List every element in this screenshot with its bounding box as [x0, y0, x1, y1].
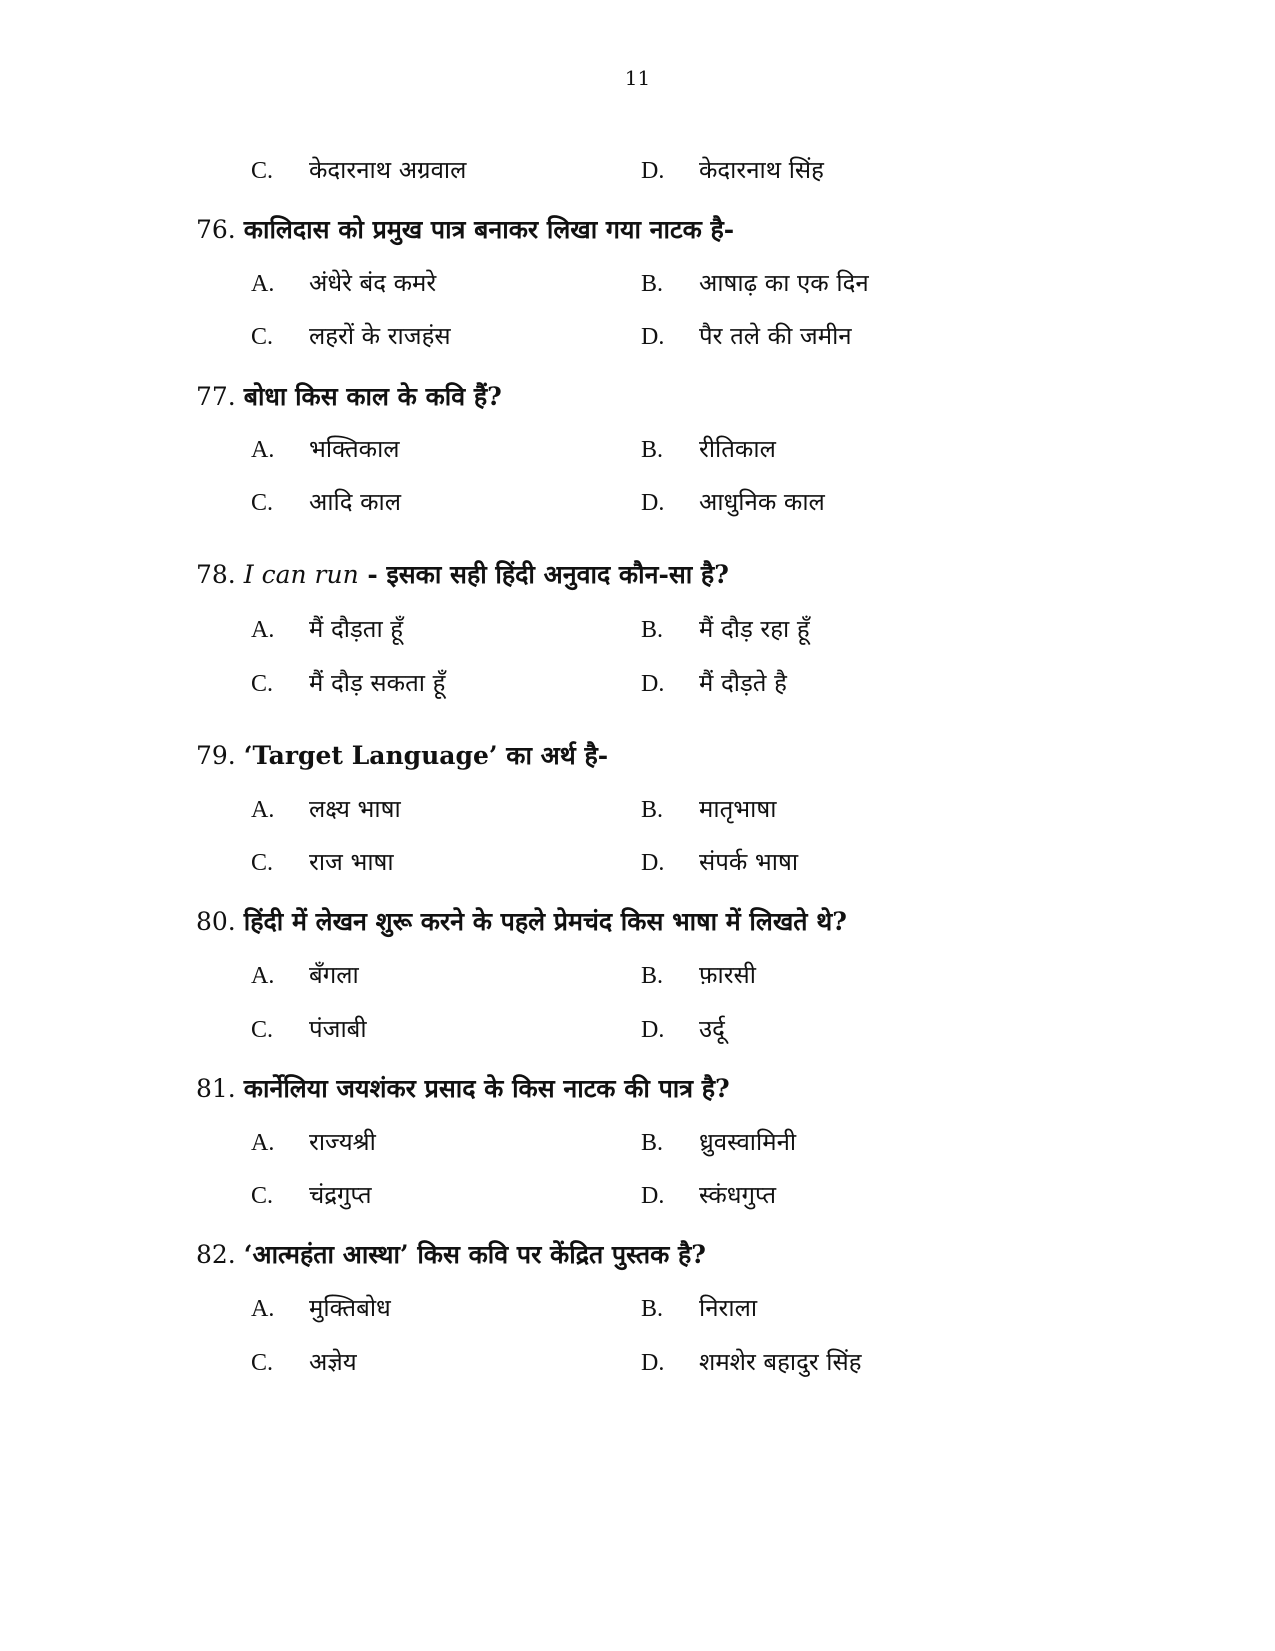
option-text: पैर तले की जमीन — [699, 322, 852, 350]
question-81-option-c[interactable] — [251, 1178, 372, 1211]
question-text: - इसका सही हिंदी अनुवाद कौन-सा है? — [358, 560, 729, 589]
question-text: ‘Target Language’ का अर्थ है- — [243, 741, 609, 770]
option-text: ध्रुवस्वामिनी — [699, 1128, 797, 1156]
question-82-option-d[interactable] — [641, 1345, 861, 1378]
option-text: भक्तिकाल — [309, 435, 400, 463]
option-letter: D. — [641, 1350, 665, 1376]
option-text: बँगला — [309, 961, 359, 989]
option-letter: C. — [251, 490, 274, 516]
option-text: मैं दौड़ रहा हूँ — [699, 615, 810, 643]
question-number: 76. — [196, 215, 236, 244]
question-78-option-d[interactable] — [641, 666, 787, 699]
question-number: 79. — [196, 741, 236, 770]
option-letter: C. — [251, 671, 274, 697]
option-letter: B. — [641, 963, 664, 989]
question-number: 78. — [196, 560, 236, 589]
question-79-stem — [196, 738, 608, 772]
question-81-option-b[interactable] — [641, 1125, 796, 1158]
option-letter: C. — [251, 1350, 274, 1376]
question-78-option-a[interactable] — [251, 612, 403, 645]
question-79-option-d[interactable] — [641, 845, 798, 878]
question-82-stem — [196, 1237, 706, 1271]
option-text: मैं दौड़ता हूँ — [309, 615, 404, 643]
option-letter: B. — [641, 617, 664, 643]
question-76-option-a[interactable] — [251, 266, 436, 299]
question-76-option-b[interactable] — [641, 266, 869, 299]
option-letter: C. — [251, 850, 274, 876]
option-text: मातृभाषा — [699, 795, 777, 823]
option-text: आषाढ़ का एक दिन — [699, 269, 869, 297]
option-letter: A. — [251, 437, 275, 463]
option-text: मैं दौड़ते है — [699, 669, 787, 697]
option-letter: B. — [641, 437, 664, 463]
option-letter: A. — [251, 797, 275, 823]
option-letter: C. — [251, 1183, 274, 1209]
option-letter: D. — [641, 158, 665, 184]
option-letter: C. — [251, 158, 274, 184]
option-text: राज्यश्री — [309, 1128, 376, 1156]
question-81-stem — [196, 1071, 730, 1105]
option-letter: D. — [641, 850, 665, 876]
option-letter: B. — [641, 1296, 664, 1322]
option-text: रीतिकाल — [699, 435, 776, 463]
option-text: राज भाषा — [309, 848, 394, 876]
question-number: 81. — [196, 1074, 236, 1103]
option-text: केदारनाथ सिंह — [699, 156, 824, 184]
question-78-option-b[interactable] — [641, 612, 810, 645]
question-79-option-c[interactable] — [251, 845, 394, 878]
question-76-option-c[interactable] — [251, 319, 451, 352]
option-text: केदारनाथ अग्रवाल — [309, 156, 467, 184]
question-81-option-a[interactable] — [251, 1125, 376, 1158]
question-80-option-a[interactable] — [251, 958, 359, 991]
question-76-stem — [196, 212, 734, 246]
question-text: हिंदी में लेखन शुरू करने के पहले प्रेमचंद किस भाषा में लिखते थे? — [243, 907, 847, 936]
option-letter: D. — [641, 671, 665, 697]
option-text: उर्दू — [699, 1015, 725, 1043]
question-76-option-d[interactable] — [641, 319, 852, 352]
question-82-option-b[interactable] — [641, 1291, 757, 1324]
option-text: निराला — [699, 1294, 758, 1322]
option-letter: A. — [251, 271, 275, 297]
question-text: कार्नेलिया जयशंकर प्रसाद के किस नाटक की पात्र है? — [243, 1074, 730, 1103]
option-text: संपर्क भाषा — [699, 848, 799, 876]
option-text: लहरों के राजहंस — [309, 322, 451, 350]
option-letter: A. — [251, 1296, 275, 1322]
question-77-option-d[interactable] — [641, 485, 825, 518]
option-text: फ़ारसी — [699, 961, 756, 989]
option-text: अंधेरे बंद कमरे — [309, 269, 437, 297]
question-82-option-c[interactable] — [251, 1345, 357, 1378]
option-text: आधुनिक काल — [699, 488, 825, 516]
option-letter: C. — [251, 1017, 274, 1043]
question-text-english: I can run — [243, 560, 359, 589]
option-carry-d[interactable] — [641, 153, 824, 186]
option-text: चंद्रगुप्त — [309, 1181, 372, 1209]
question-79-option-a[interactable] — [251, 792, 401, 825]
option-carry-c[interactable] — [251, 153, 466, 186]
option-letter: A. — [251, 963, 275, 989]
question-80-option-b[interactable] — [641, 958, 756, 991]
question-77-option-a[interactable] — [251, 432, 400, 465]
question-80-stem — [196, 904, 847, 938]
option-letter: D. — [641, 1017, 665, 1043]
question-text: बोधा किस काल के कवि हैं? — [243, 382, 502, 411]
question-text: ‘आत्महंता आस्था’ किस कवि पर केंद्रित पुस्तक है? — [243, 1240, 706, 1269]
option-letter: A. — [251, 617, 275, 643]
question-80-option-c[interactable] — [251, 1012, 367, 1045]
option-text: पंजाबी — [309, 1015, 367, 1043]
question-78-option-c[interactable] — [251, 666, 445, 699]
question-text: कालिदास को प्रमुख पात्र बनाकर लिखा गया नाटक है- — [243, 215, 735, 244]
page-number: 11 — [624, 66, 651, 90]
question-77-stem — [196, 379, 502, 413]
option-text: मैं दौड़ सकता हूँ — [309, 669, 446, 697]
question-82-option-a[interactable] — [251, 1291, 391, 1324]
question-number: 80. — [196, 907, 236, 936]
option-letter: D. — [641, 490, 665, 516]
option-text: स्कंधगुप्त — [699, 1181, 777, 1209]
option-letter: B. — [641, 271, 664, 297]
option-text: आदि काल — [309, 488, 402, 516]
question-81-option-d[interactable] — [641, 1178, 776, 1211]
option-letter: C. — [251, 324, 274, 350]
option-letter: A. — [251, 1130, 275, 1156]
question-80-option-d[interactable] — [641, 1012, 725, 1045]
option-text: शमशेर बहादुर सिंह — [699, 1348, 862, 1376]
question-77-option-c[interactable] — [251, 485, 401, 518]
option-letter: D. — [641, 1183, 665, 1209]
option-letter: B. — [641, 1130, 664, 1156]
option-letter: B. — [641, 797, 664, 823]
question-number: 82. — [196, 1240, 236, 1269]
question-77-option-b[interactable] — [641, 432, 776, 465]
option-text: लक्ष्य भाषा — [309, 795, 401, 823]
option-text: मुक्तिबोध — [309, 1294, 391, 1322]
option-text: अज्ञेय — [309, 1348, 357, 1376]
question-79-option-b[interactable] — [641, 792, 776, 825]
question-number: 77. — [196, 382, 236, 411]
option-letter: D. — [641, 324, 665, 350]
question-78-stem — [196, 557, 729, 591]
